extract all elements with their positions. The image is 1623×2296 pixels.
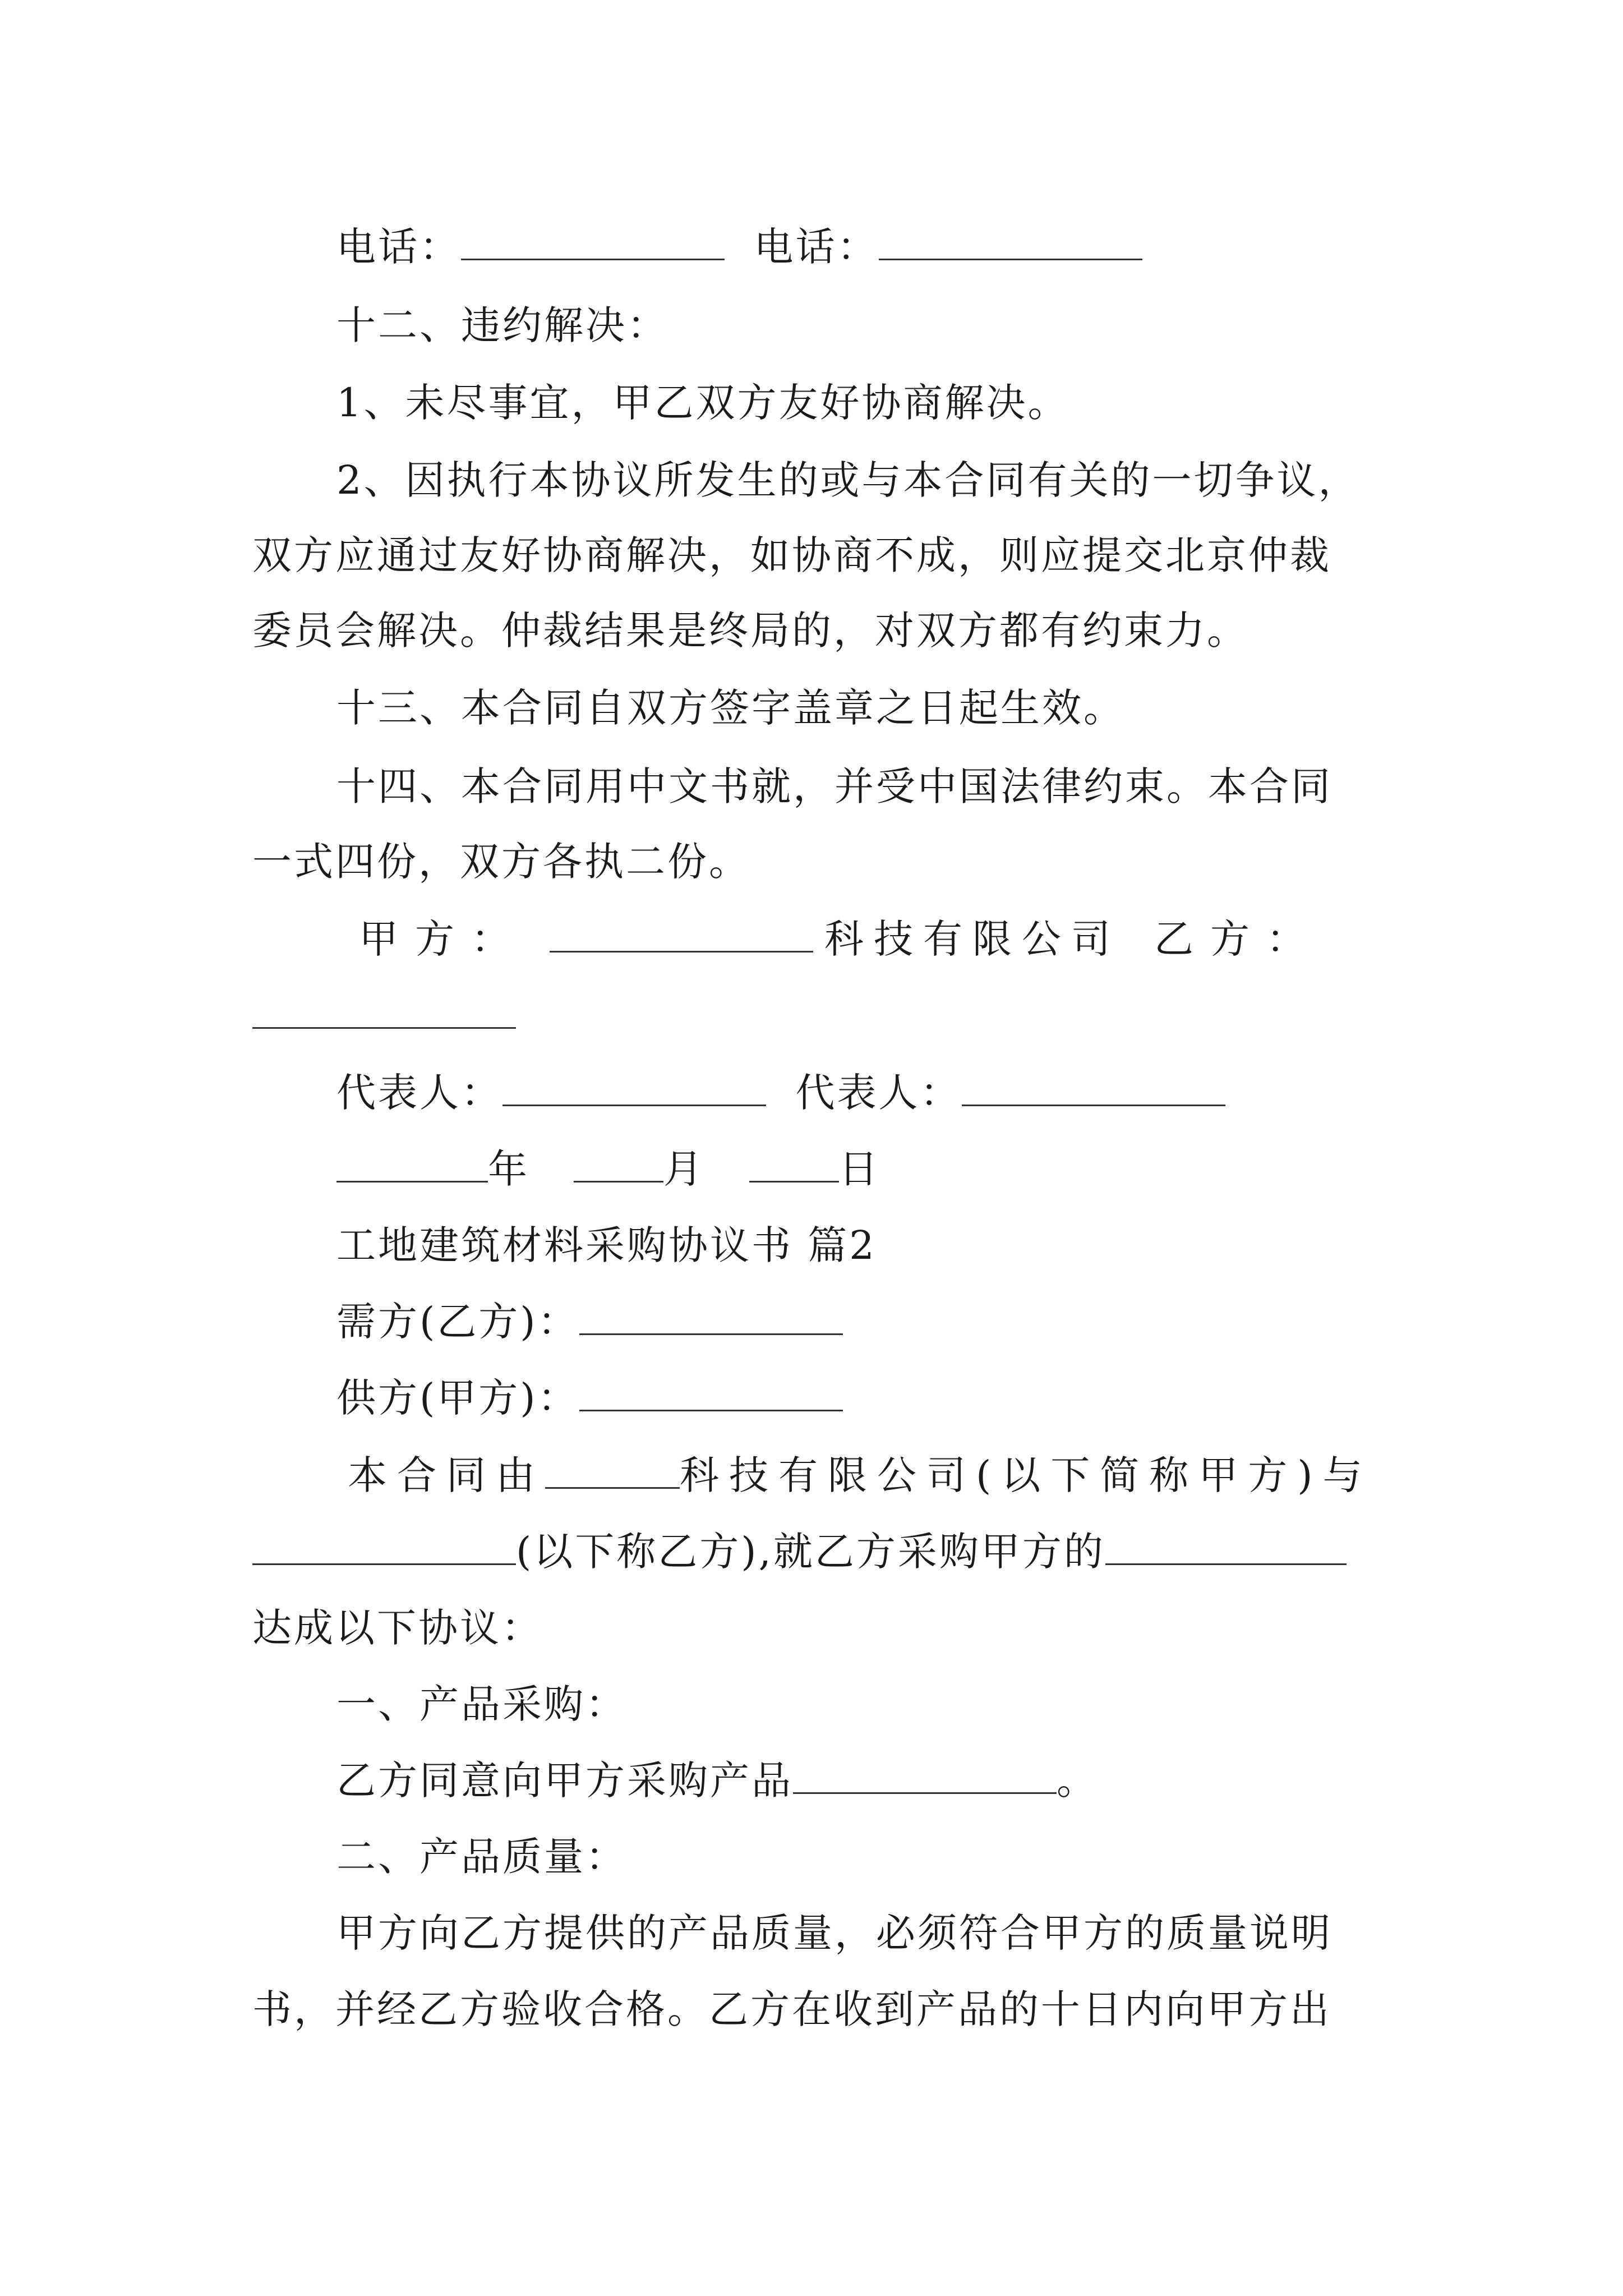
- rep-blank-a: [502, 1070, 766, 1106]
- party-a-label: 甲方：: [359, 916, 527, 962]
- party-a-suffix: 科技有限公司: [824, 916, 1121, 962]
- item-1: 1、未尽事宜，甲乙双方友好协商解决。: [336, 380, 1069, 426]
- item-2-line-3: 委员会解决。仲裁结果是终局的，对双方都有约束力。: [252, 608, 1248, 654]
- day-label: 日: [838, 1146, 880, 1192]
- intro-line-1: [348, 1447, 1372, 1503]
- section-14-line-1: 十四、本合同用中文书就，并受中国法律约束。本合同: [336, 763, 1332, 809]
- year-blank: [336, 1146, 488, 1182]
- item-2-line-1: 2、因执行本协议所发生的或与本合同有关的一切争议，: [336, 457, 1360, 503]
- section-1-body: [336, 1752, 1098, 1809]
- section-2-title: 二、产品质量：: [336, 1834, 627, 1880]
- intro-company-blank: [545, 1452, 680, 1489]
- month-label: 月: [663, 1146, 705, 1192]
- section-14-line-2: 一式四份，双方各执二份。: [252, 839, 750, 885]
- party-line: [359, 911, 1322, 967]
- intro-product-blank: [1105, 1529, 1347, 1565]
- section-1-body-prefix: 乙方同意向甲方采购产品: [336, 1757, 793, 1803]
- representative-line: [336, 1065, 1225, 1121]
- day-blank: [749, 1146, 839, 1182]
- party-a-blank: [550, 916, 813, 953]
- intro-line-2: [252, 1524, 1347, 1580]
- phone-label-b: 电话：: [754, 224, 879, 270]
- demand-party-blank: [579, 1299, 843, 1335]
- phone-label-a: 电话：: [336, 224, 461, 270]
- month-blank: [574, 1146, 663, 1182]
- intro-party-b-blank: [252, 1529, 516, 1565]
- rep-label-a: 代表人：: [336, 1070, 502, 1116]
- section-13: 十三、本合同自双方签字盖章之日起生效。: [336, 685, 1125, 731]
- demand-party-line: [336, 1294, 843, 1350]
- supply-party-blank: [579, 1375, 843, 1411]
- party-b-label: 乙方：: [1154, 916, 1322, 962]
- intro-line2-middle: (以下称乙方),就乙方采购甲方的: [516, 1529, 1105, 1575]
- intro-prefix: 本合同由: [348, 1452, 545, 1498]
- year-label: 年: [488, 1146, 529, 1192]
- supply-party-line: [336, 1370, 843, 1426]
- date-line: [336, 1141, 880, 1197]
- party-b-blank-line: [252, 987, 516, 1043]
- section-1-title: 一、产品采购：: [336, 1681, 627, 1727]
- section-2-body-line-1: 甲方向乙方提供的产品质量，必须符合甲方的质量说明: [336, 1910, 1332, 1956]
- supply-party-label: 供方(甲方)：: [336, 1375, 579, 1421]
- phone-line: [336, 219, 1142, 275]
- phone-blank-a: [461, 224, 725, 260]
- party-b-blank: [252, 992, 516, 1029]
- section-2-body-line-2: 书，并经乙方验收合格。乙方在收到产品的十日内向甲方出: [252, 1986, 1331, 2032]
- product-blank: [793, 1757, 1057, 1794]
- item-2-line-2: 双方应通过友好协商解决，如协商不成，则应提交北京仲裁: [252, 532, 1331, 578]
- section-12-title: 十二、违约解决：: [336, 302, 668, 348]
- phone-blank-b: [879, 224, 1142, 260]
- rep-label-b: 代表人：: [795, 1070, 962, 1116]
- rep-blank-b: [962, 1070, 1225, 1106]
- intro-line-3: 达成以下协议：: [252, 1605, 543, 1651]
- demand-party-label: 需方(乙方)：: [336, 1299, 579, 1345]
- section-1-body-suffix: 。: [1057, 1757, 1098, 1803]
- article-title: 工地建筑材料采购协议书 篇2: [336, 1222, 877, 1268]
- intro-line1-suffix: 科技有限公司(以下简称甲方)与: [680, 1452, 1372, 1498]
